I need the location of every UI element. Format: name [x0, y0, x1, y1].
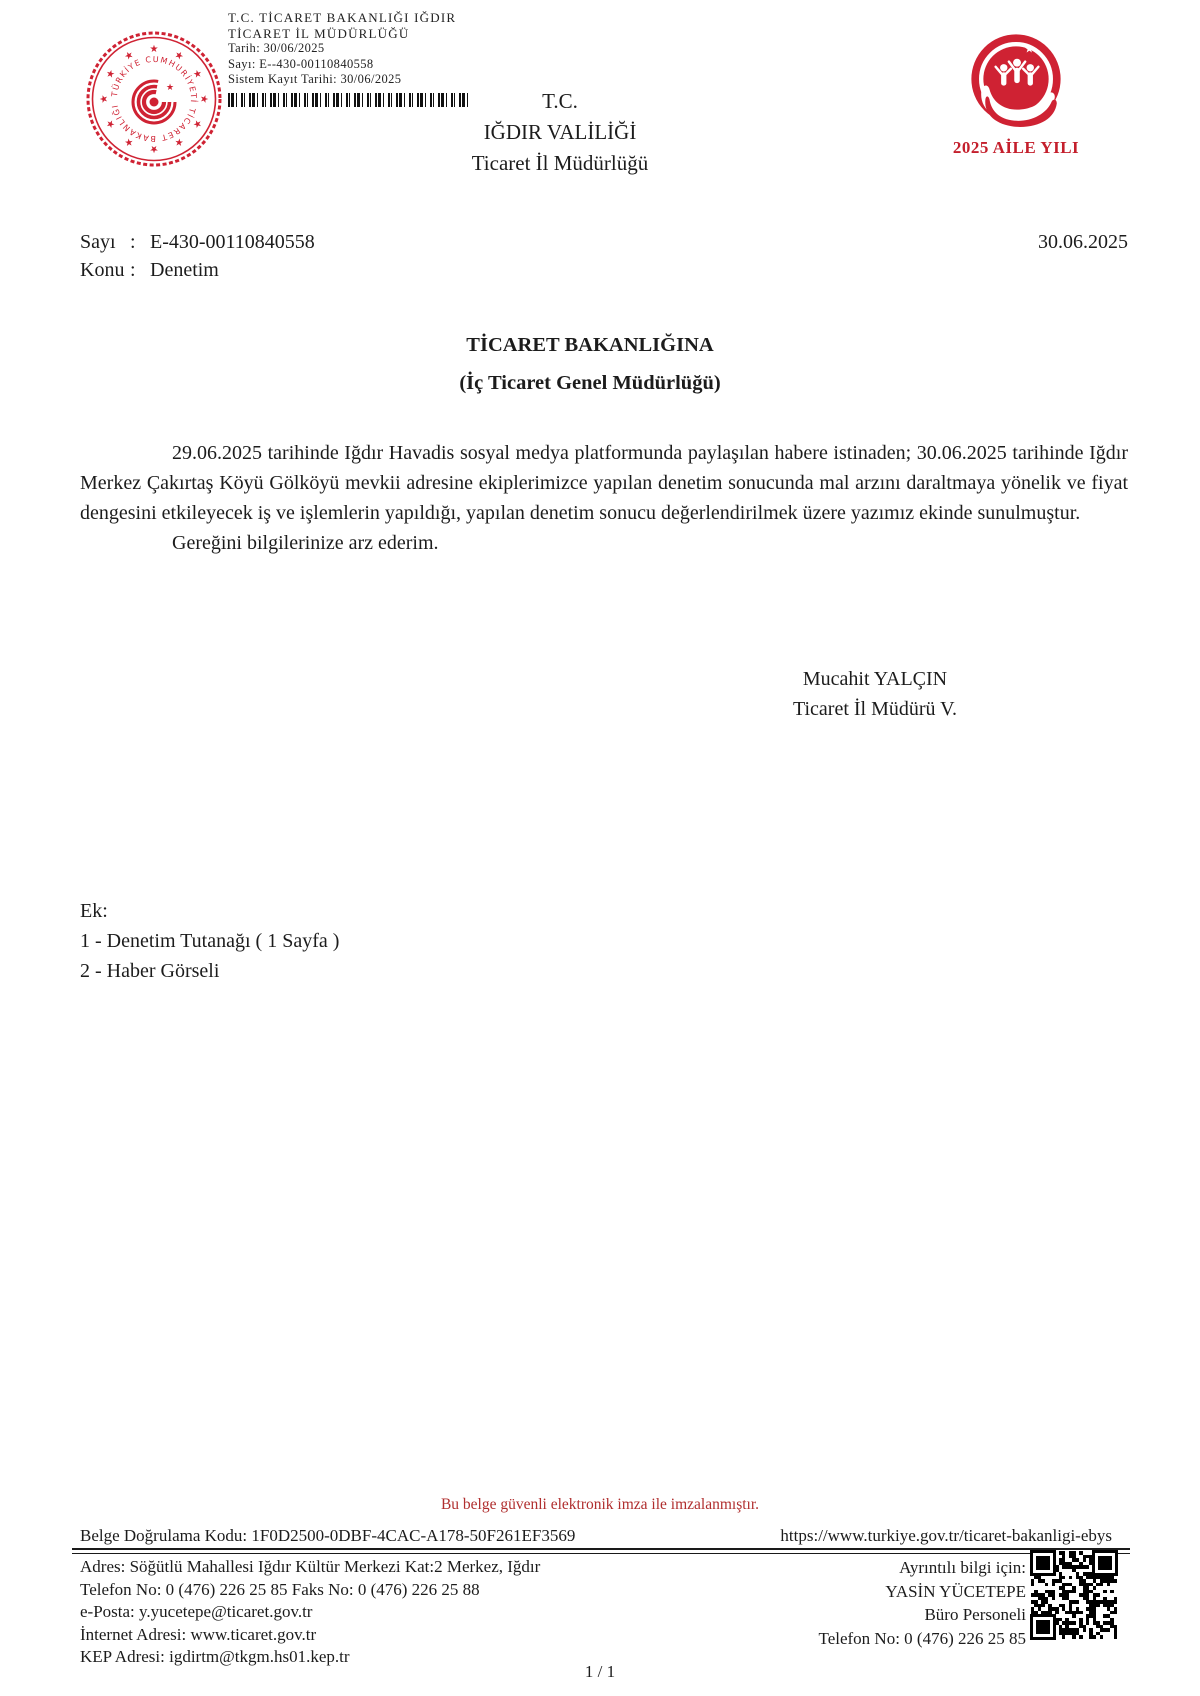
svg-text:★: ★	[189, 117, 204, 131]
recipient-line1: TİCARET BAKANLIĞINA	[466, 334, 714, 356]
qr-finder-top-left	[1030, 1550, 1056, 1576]
konu-row	[80, 256, 1128, 284]
sayi-label: Sayı	[80, 231, 116, 253]
svg-text:★: ★	[165, 83, 175, 93]
stamp-system-date: Sistem Kayıt Tarihi: 30/06/2025	[228, 72, 402, 86]
footer-web: İnternet Adresi: www.ticaret.gov.tr	[80, 1624, 317, 1644]
document-meta	[80, 228, 1128, 284]
svg-text:★: ★	[122, 49, 136, 64]
attachments-label: Ek:	[80, 900, 108, 922]
qr-code-icon	[1030, 1550, 1118, 1640]
svg-text:★: ★	[189, 67, 204, 81]
svg-text:★: ★	[149, 143, 159, 154]
footer-contact-right	[696, 1556, 1026, 1650]
signer-title: Ticaret İl Müdürü V.	[792, 698, 958, 720]
footer-address: Adres: Söğütlü Mahallesi Iğdır Kültür Merkezi Kat:2 Merkez, Iğdır	[80, 1557, 541, 1576]
footer-email: e-Posta: y.yucetepe@ticaret.gov.tr	[80, 1602, 313, 1621]
verification-code: Belge Doğrulama Kodu: 1F0D2500-0DBF-4CAC-A178-50F261EF3569	[80, 1526, 576, 1545]
konu-colon: :	[130, 259, 136, 281]
svg-text:★: ★	[172, 134, 186, 149]
letterhead-governorship: IĞDIR VALİLİĞİ	[483, 120, 637, 144]
attachments-block	[80, 896, 339, 986]
signer-name: Mucahit YALÇIN	[802, 668, 948, 690]
stamp-org-line1: T.C. TİCARET BAKANLIĞI IĞDIR	[228, 10, 457, 25]
esign-notice: Bu belge güvenli elektronik imza ile imzalanmıştır.	[440, 1496, 760, 1513]
body-paragraph: 29.06.2025 tarihinde Iğdır Havadis sosyal medya platformunda paylaşılan habere istinaden; 30.06.2025 tarihinde Iğdır Merkez Çakırtaş Köyü Gölköyü mevkii adresine ekiplerimizce yapılan denetim sonucunda mal arzını daraltmaya yönelik ve fiyat dengesini etkileyecek iş ve işlemlerin yapıldığı, yapılan denetim sonucu değerlendirilmek üzere yazımız ekinde sunulmuştur.	[80, 442, 1128, 524]
svg-text:★: ★	[198, 94, 209, 104]
footer-contact-left	[80, 1556, 700, 1669]
footer-divider	[72, 1548, 1130, 1554]
letter-body	[80, 438, 1128, 558]
sayi-value: E-430-00110840558	[150, 231, 315, 253]
sayi-row	[80, 228, 1128, 256]
document-date: 30.06.2025	[1038, 231, 1128, 253]
konu-label: Konu	[80, 259, 125, 281]
verification-url: https://www.turkiye.gov.tr/ticaret-bakanligi-ebys	[780, 1526, 1112, 1545]
recipient-block	[140, 334, 1040, 395]
letterhead-directorate: Ticaret İl Müdürlüğü	[471, 151, 649, 175]
svg-text:★: ★	[172, 49, 186, 64]
verification-row	[80, 1526, 1112, 1546]
attachment-item: 1 - Denetim Tutanağı ( 1 Sayfa )	[80, 930, 340, 952]
svg-text:★: ★	[149, 44, 159, 55]
svg-text:★: ★	[1024, 42, 1035, 56]
page-number: 1 / 1	[584, 1662, 616, 1681]
stamp-number: Sayı: E--430-00110840558	[228, 56, 374, 71]
seal-ring-text: TÜRKİYE CUMHURİYETİ TİCARET BAKANLIĞI	[109, 54, 199, 144]
closing-line: Gereğini bilgilerinize arz ederim.	[172, 532, 439, 554]
footer-contact-phone: Telefon No: 0 (476) 226 25 85	[818, 1628, 1026, 1648]
sayi-colon: :	[130, 231, 136, 253]
signature-block	[690, 664, 1060, 724]
recipient-line2: (İç Ticaret Genel Müdürlüğü)	[459, 372, 721, 394]
footer-kep: KEP Adresi: igdirtm@tkgm.hs01.kep.tr	[80, 1647, 350, 1666]
svg-text:★: ★	[122, 134, 136, 149]
konu-value: Denetim	[150, 259, 219, 281]
svg-text:★: ★	[104, 117, 119, 131]
footer-contact-title: Büro Personeli	[924, 1605, 1026, 1624]
footer-phone-fax: Telefon No: 0 (476) 226 25 85 Faks No: 0 (476) 226 25 88	[80, 1579, 480, 1599]
stamp-org-line2: TİCARET İL MÜDÜRLÜĞÜ	[228, 25, 410, 41]
footer-info-label: Ayrıntılı bilgi için:	[899, 1558, 1026, 1577]
letterhead-tc: T.C.	[542, 89, 578, 113]
svg-text:★: ★	[104, 67, 119, 81]
family-year-2025-logo	[946, 28, 1086, 158]
svg-text:★: ★	[99, 94, 110, 104]
qr-finder-bottom-left	[1030, 1614, 1056, 1640]
family-year-2025-emblem-icon	[965, 28, 1067, 130]
letterhead	[160, 86, 960, 179]
footer-contact-name: YASİN YÜCETEPE	[885, 1581, 1026, 1601]
attachment-item: 2 - Haber Görseli	[80, 960, 220, 982]
stamp-date: Tarih: 30/06/2025	[228, 41, 325, 55]
qr-finder-top-right	[1092, 1550, 1118, 1576]
family-year-caption: 2025 AİLE YILI	[952, 138, 1080, 157]
